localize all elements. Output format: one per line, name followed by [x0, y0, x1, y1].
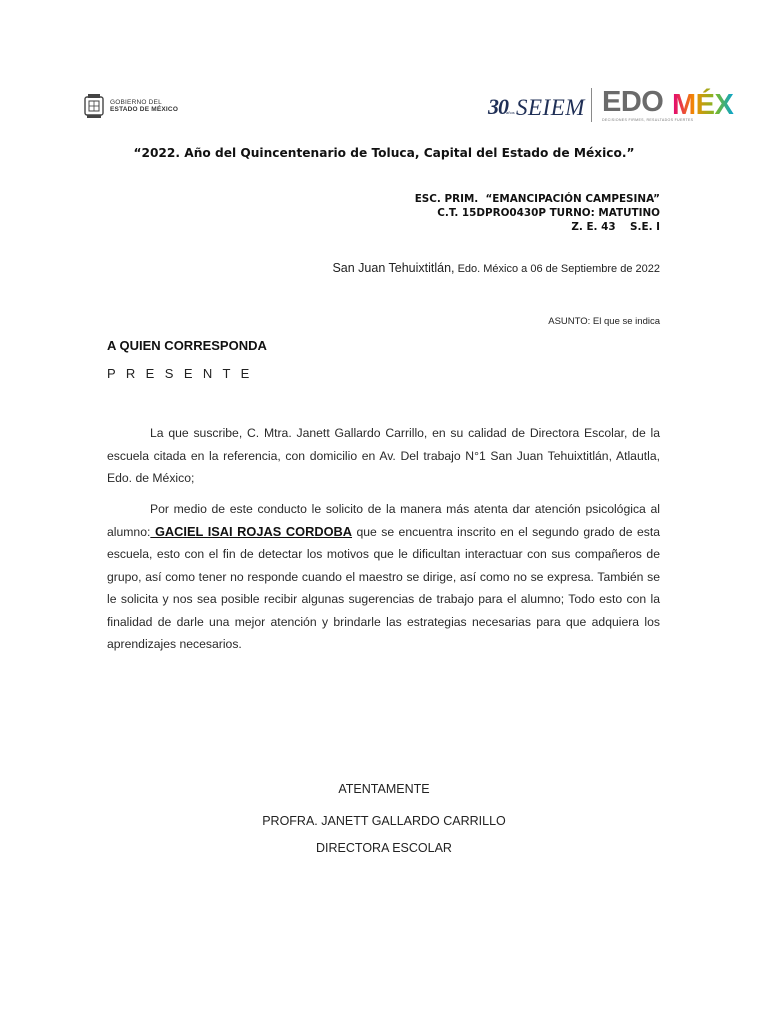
- body-paragraph-1-text: La que suscribe, C. Mtra. Janett Gallardo Carrillo, en su calidad de Directora Escolar, de la escuela citada en la referencia, con domicilio en Av. Del trabajo N°1 San Juan Tehuixtitlán, Atlautla, Edo. de México;: [107, 426, 660, 485]
- closing-atentamente: ATENTAMENTE: [338, 782, 430, 796]
- date-text: Edo. México a 06 de Septiembre de 2022: [454, 263, 660, 275]
- seiem-edomex-logos: [486, 86, 734, 126]
- year-motto: “2022. Año del Quincentenario de Toluca, Capital del Estado de México.”: [133, 146, 635, 160]
- school-info: [415, 192, 660, 234]
- gobierno-logo-line2: ESTADO DE MÉXICO: [110, 106, 179, 113]
- body-paragraph-1: [107, 422, 660, 490]
- school-name: ESC. PRIM. “EMANCIPACIÓN CAMPESINA”: [414, 193, 660, 205]
- gobierno-edomex-logo: [82, 91, 192, 121]
- body-paragraph-2: [107, 498, 660, 656]
- logo-divider: [591, 88, 592, 122]
- addressee: A QUIEN CORRESPONDA: [107, 338, 267, 353]
- school-key-shift: C.T. 15DPRO0430P TURNO: MATUTINO: [437, 207, 660, 219]
- seiem-logo-text: SEIEM: [516, 95, 585, 120]
- school-zone: Z. E. 43 S.E. I: [571, 221, 660, 233]
- edomex-logo-suffix: [672, 86, 734, 122]
- edomex-tagline: DECISIONES FIRMES, RESULTADOS FUERTES: [602, 118, 694, 122]
- gobierno-logo-text: [110, 99, 178, 113]
- subject-line: ASUNTO: El que se indica: [548, 316, 660, 327]
- place-date: [332, 261, 660, 275]
- gobierno-logo-line1: GOBIERNO DEL: [110, 99, 162, 106]
- place-name: San Juan Tehuixtitlán,: [332, 261, 455, 275]
- body-paragraph-2-intro: Por medio de este conducto le solicito de la manera más atenta dar atención psicológica al alumno:: [107, 502, 660, 539]
- student-name: GACIEL ISAI ROJAS CORDOBA: [150, 523, 353, 539]
- edomex-logo-suffix-text: MÉX: [672, 89, 734, 121]
- seiem-anniversary-suffix: años: [506, 110, 515, 115]
- body-paragraph-2-rest: que se encuentra inscrito en el segundo grado de esta escuela, esto con el fin de detectar los motivos que le dificultan interactuar con sus compañeros de grupo, así como tener no responde cuando el maestro se dirige, así como no se expresa. También se le solicita y nos sea posible recibir algunas sugerencias de trabajo para el alumno; Todo esto con la finalidad de darle una mejor atención y brindarle las estrategias necesarias para que adquiera los aprendizajes necesarios.: [107, 524, 660, 651]
- edomex-logo-prefix: EDO: [602, 86, 664, 118]
- seiem-anniversary-number: 30: [488, 94, 508, 119]
- state-seal-icon: [82, 93, 106, 119]
- presente-line: P R E S E N T E: [107, 366, 253, 381]
- signer-title: DIRECTORA ESCOLAR: [316, 841, 452, 855]
- signer-name: PROFRA. JANETT GALLARDO CARRILLO: [262, 814, 506, 828]
